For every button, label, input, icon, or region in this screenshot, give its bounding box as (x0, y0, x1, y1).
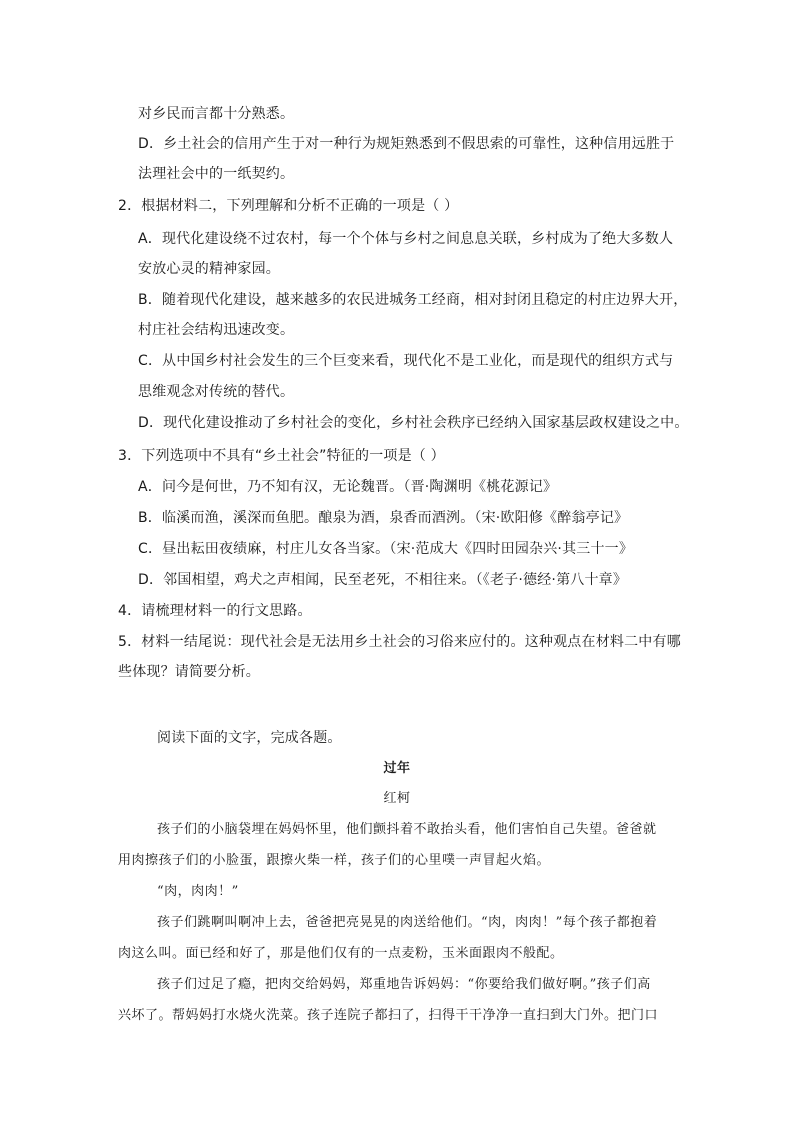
passage-p3-line2: 肉这么叫。面已经和好了，那是他们仅有的一点麦粉，玉米面跟肉不般配。 (118, 946, 564, 961)
q3-option-d: D．邻国相望，鸡犬之声相闻，民至老死，不相往来。（《老子·德经·第八十章》 (138, 572, 628, 588)
passage-p1-line2: 用肉擦孩子们的小脸蛋，跟擦火柴一样，孩子们的心里噗一声冒起火焰。 (118, 853, 551, 868)
passage-p4-line1: 孩子们过足了瘾，把肉交给妈妈，郑重地告诉妈妈：“你要给我们做好啊。”孩子们高 (157, 977, 651, 992)
passage-p4-line2: 兴坏了。帮妈妈打水烧火洗菜。孩子连院子都扫了，扫得干干净净一直扫到大门外。把门口 (118, 1008, 659, 1023)
reading-instruction: 阅读下面的文字，完成各题。 (157, 730, 342, 746)
q2-option-b-line2: 村庄社会结构迅速改变。 (138, 322, 295, 338)
q3-option-b: B．临溪而渔，溪深而鱼肥。酿泉为酒，泉香而酒洌。（宋·欧阳修《醉翁亭记》 (138, 510, 629, 526)
q2-option-d: D．现代化建设推动了乡村社会的变化，乡村社会秩序已经纳入国家基层政权建设之中。 (138, 415, 689, 431)
q2-option-a-line2: 安放心灵的精神家园。 (138, 261, 280, 277)
q1-option-c-continuation: 对乡民而言都十分熟悉。 (138, 106, 295, 122)
passage-title: 过年 (383, 761, 411, 776)
passage-p2: “肉，肉肉！” (157, 884, 239, 899)
q4-stem: 4．请梳理材料一的行文思路。 (118, 603, 312, 619)
q5-stem-line1: 5．材料一结尾说：现代社会是无法用乡土社会的习俗来应付的。这种观点在材料二中有哪 (118, 634, 681, 650)
q2-stem: 2．根据材料二，下列理解和分析不正确的一项是（ ） (118, 198, 459, 214)
q5-stem-line2: 些体现？请简要分析。 (118, 664, 260, 680)
q2-option-a-line1: A．现代化建设绕不过农村，每一个个体与乡村之间息息关联，乡村成为了绝大多数人 (138, 231, 674, 247)
q1-option-d-line1: D．乡土社会的信用产生于对一种行为规矩熟悉到不假思索的可靠性，这种信用远胜于 (138, 136, 675, 152)
passage-p3-line1: 孩子们跳啊叫啊冲上去，爸爸把亮晃晃的肉送给他们。“肉，肉肉！”每个孩子都抱着 (157, 915, 658, 930)
q3-option-a: A．问今是何世，乃不知有汉，无论魏晋。（晋·陶渊明《桃花源记》 (138, 479, 558, 495)
q1-option-d-line2: 法理社会中的一纸契约。 (138, 166, 295, 182)
passage-author: 红柯 (383, 791, 411, 806)
q2-option-c-line2: 思维观念对传统的替代。 (138, 384, 295, 400)
q3-option-c: C．昼出耘田夜绩麻，村庄儿女各当家。（宋·范成大《四时田园杂兴·其三十一》 (138, 541, 634, 557)
q2-option-c-line1: C．从中国乡村社会发生的三个巨变来看，现代化不是工业化，而是现代的组织方式与 (138, 353, 674, 369)
passage-p1-line1: 孩子们的小脑袋埋在妈妈怀里，他们颤抖着不敢抬头看，他们害怕自己失望。爸爸就 (157, 822, 657, 837)
q3-stem: 3．下列选项中不具有“乡土社会”特征的一项是（ ） (118, 448, 445, 464)
q2-option-b-line1: B．随着现代化建设，越来越多的农民进城务工经商，相对封闭且稳定的村庄边界大开， (138, 292, 688, 308)
